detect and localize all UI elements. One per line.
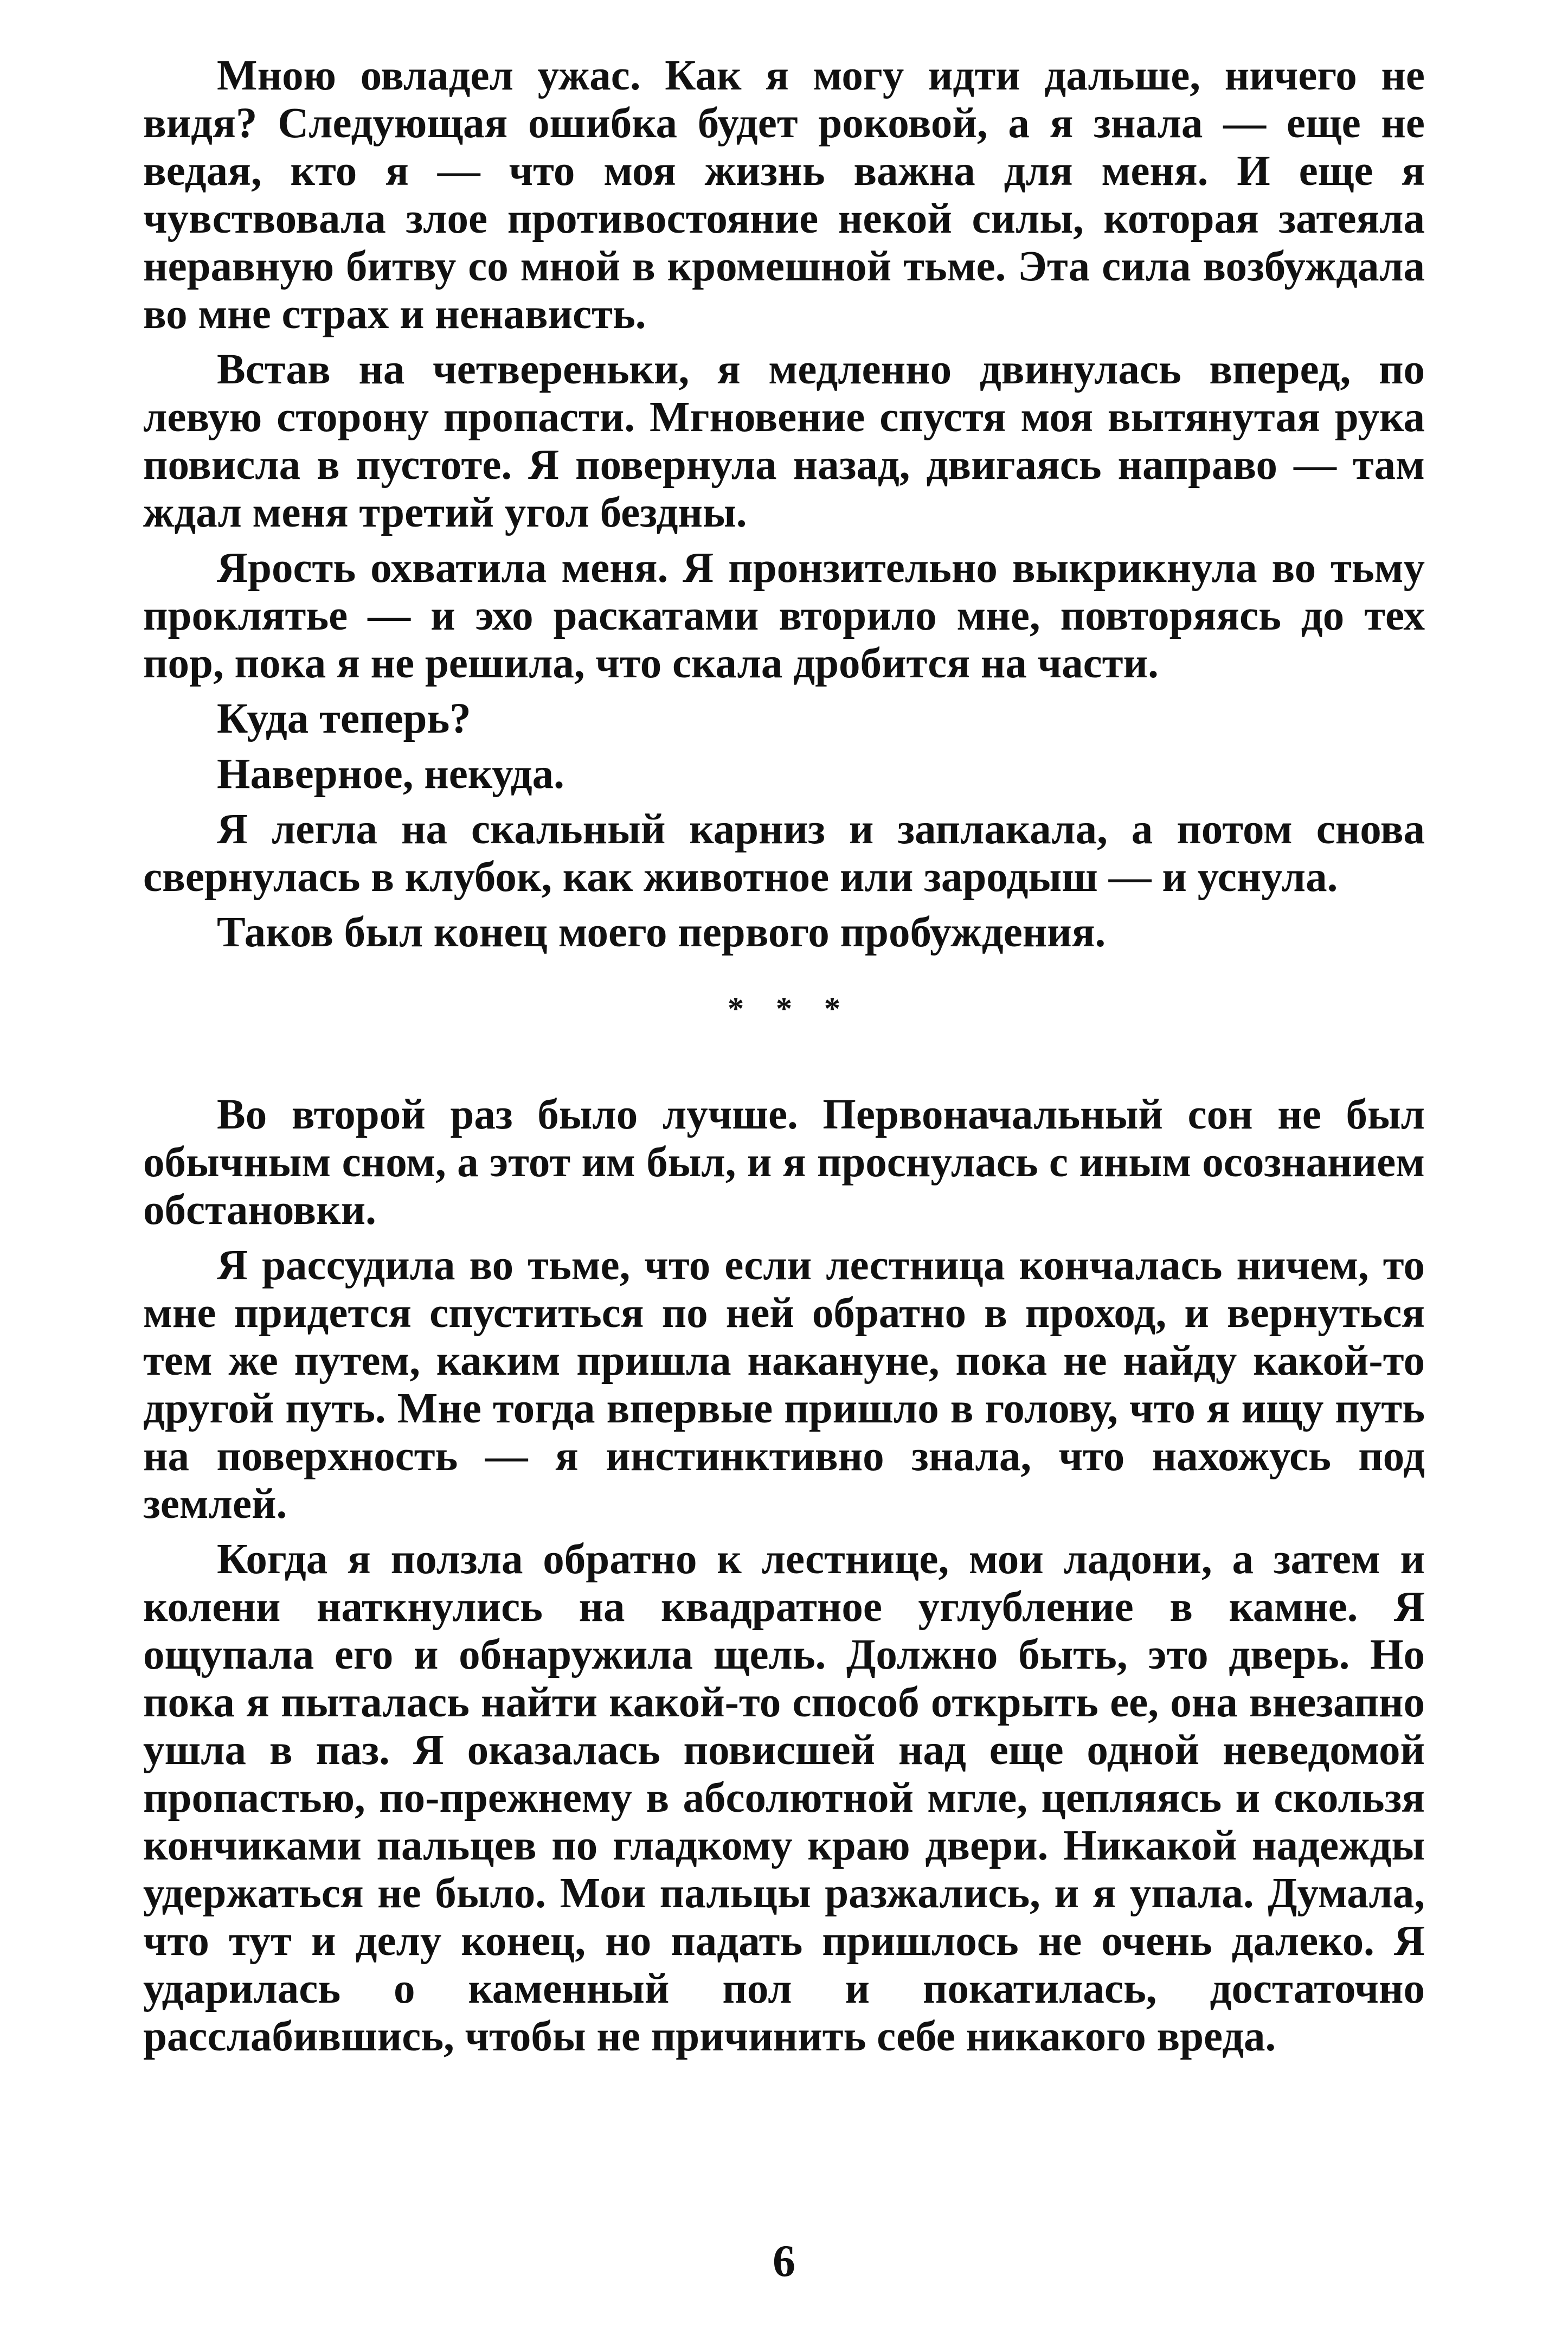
paragraph: Таков был конец моего первого пробуждения. (217, 909, 1106, 956)
paragraph: Наверное, некуда. (217, 751, 564, 798)
paragraph: Я рассудила во тьме, что если лестница кончалась ничем, то мне придется спуститься по ней обратно в проход, и вернуться тем же путем, каким пришла накануне, пока не найду какой-то другой путь. Мне тогда впервые пришло в голову, что я ищу путь на поверхность — я инстинктивно знала, что нахожусь под землей. (143, 1242, 1425, 1528)
book-page (143, 52, 1425, 2061)
paragraph: Куда теперь? (217, 695, 471, 742)
page-number: 6 (773, 2236, 795, 2286)
paragraph: Во второй раз было лучше. Первоначальный сон не был обычным сном, а этот им был, и я проснулась с иным осознанием обстановки. (143, 1091, 1425, 1234)
paragraph: Ярость охватила меня. Я пронзительно выкрикнула во тьму проклятье — и эхо раскатами вторило мне, повторяясь до тех пор, пока я не решила, что скала дробится на части. (143, 544, 1425, 687)
paragraph: Встав на четвереньки, я медленно двинулась вперед, по левую сторону пропасти. Мгновение спустя моя вытянутая рука повисла в пустоте. Я повернула назад, двигаясь направо — там ждал меня третий угол бездны. (143, 346, 1425, 536)
section-separator: * * * (728, 991, 852, 1027)
paragraph: Когда я ползла обратно к лестнице, мои ладони, а затем и колени наткнулись на квадратное углубление в камне. Я ощупала его и обнаружила щель. Должно быть, это дверь. Но пока я пыталась найти какой-то способ открыть ее, она внезапно ушла в паз. Я оказалась повисшей над еще одной неведомой пропастью, по-прежнему в абсолютной мгле, цепляясь и скользя кончиками пальцев по гладкому краю двери. Никакой надежды удержаться не было. Мои пальцы разжались, и я упала. Думала, что тут и делу конец, но падать пришлось не очень далеко. Я ударилась о каменный пол и покатилась, достаточно расслабившись, чтобы не причинить себе никакого вреда. (143, 1536, 1425, 2060)
paragraph: Мною овладел ужас. Как я могу идти дальше, ничего не видя? Следующая ошибка будет роковой, а я знала — еще не ведая, кто я — что моя жизнь важна для меня. И еще я чувствовала злое противостояние некой силы, которая затеяла неравную битву со мной в кромешной тьме. Эта сила возбуждала во мне страх и ненависть. (143, 52, 1425, 338)
paragraph: Я легла на скальный карниз и заплакала, а потом снова свернулась в клубок, как животное или зародыш — и уснула. (143, 806, 1425, 901)
